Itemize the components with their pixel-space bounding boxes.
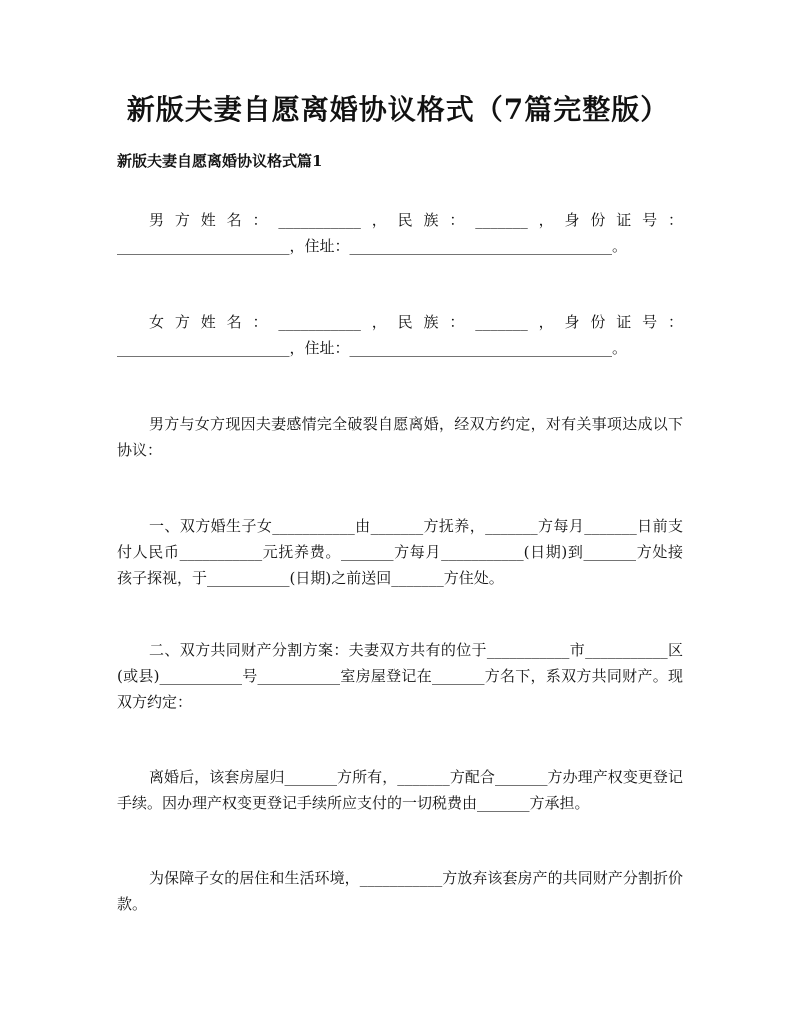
section-heading: 新版夫妻自愿离婚协议格式篇1	[117, 152, 323, 170]
paragraph-property-division: 二、双方共同财产分割方案：夫妻双方共有的位于___________市___________区(或县)___________号___________室房屋登记在_______方名下，系双方共同财产。现双方约定：	[117, 641, 683, 711]
paragraph-male-info: 男方姓名：___________，民族：_______，身份证号：_______________________，住址：___________________________________。	[117, 211, 683, 255]
paragraph-child-welfare: 为保障子女的居住和生活环境，___________方放弃该套房产的共同财产分割折价款。	[117, 869, 683, 913]
paragraph-child-custody: 一、双方婚生子女___________由_______方抚养，_______方每月_______日前支付人民币___________元抚养费。_______方每月___________(日期)到_______方处接孩子探视，于___________(日期)之前送回_______方住处。	[117, 517, 683, 587]
paragraph-agreement-intro: 男方与女方现因夫妻感情完全破裂自愿离婚，经双方约定，对有关事项达成以下协议：	[117, 415, 683, 459]
document-title: 新版夫妻自愿离婚协议格式（7篇完整版）	[126, 93, 670, 126]
paragraph-house-ownership: 离婚后，该套房屋归_______方所有，_______方配合_______方办理产权变更登记手续。因办理产权变更登记手续所应支付的一切税费由_______方承担。	[117, 768, 683, 812]
paragraph-female-info: 女方姓名：___________，民族：_______，身份证号：_______________________，住址：___________________________________。	[117, 313, 683, 357]
